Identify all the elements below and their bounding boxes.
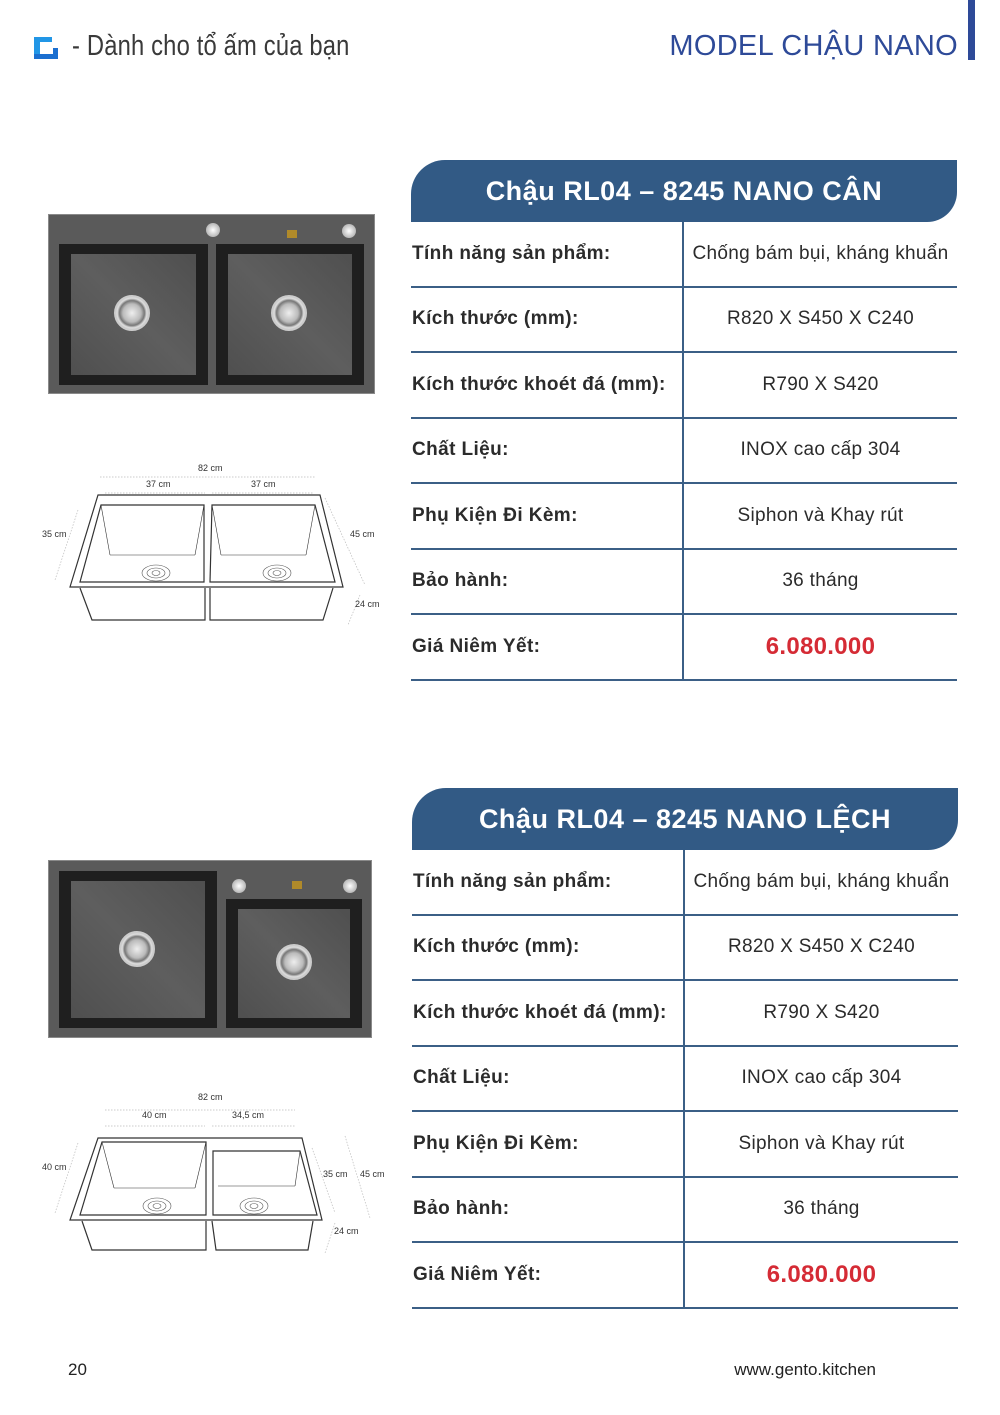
spec-label: Chất Liệu: [412, 1047, 685, 1111]
spec-value: Chống bám bụi, kháng khuẩn [693, 870, 950, 892]
dim-right-basin-width: 37 cm [251, 479, 276, 489]
dim-left-basin-width: 37 cm [146, 479, 171, 489]
spec-row-price [412, 1243, 958, 1309]
left-basin [59, 871, 217, 1028]
spec-row-accessories [412, 1112, 958, 1178]
spec-label: Kích thước khoét đá (mm): [411, 353, 684, 417]
dim-height: 24 cm [355, 599, 380, 609]
spec-table [412, 850, 958, 1309]
spec-value: Chống bám bụi, kháng khuẩn [692, 242, 949, 264]
dim-right-depth: 45 cm [350, 529, 375, 539]
spec-label: Phụ Kiện Đi Kèm: [411, 484, 684, 548]
section-title: MODEL CHẬU NANO [669, 30, 958, 62]
drain-icon [119, 931, 155, 967]
spec-row-features [411, 222, 957, 288]
spec-label: Giá Niêm Yết: [411, 615, 684, 679]
spec-table [411, 222, 957, 681]
dim-left-depth: 40 cm [42, 1162, 67, 1172]
dim-right-basin-width: 34,5 cm [232, 1110, 265, 1120]
left-basin [59, 244, 208, 385]
spec-row-material [412, 1047, 958, 1113]
spec-label: Bảo hành: [412, 1178, 685, 1242]
spec-row-warranty [411, 550, 957, 616]
product-title: Chậu RL04 – 8245 NANO LỆCH [412, 788, 958, 850]
dim-overall-width: 82 cm [198, 463, 223, 473]
spec-row-cutout [411, 353, 957, 419]
dimension-diagram-lech [30, 1088, 390, 1258]
product-title: Chậu RL04 – 8245 NANO CÂN [411, 160, 957, 222]
drain-icon [114, 295, 150, 331]
spec-card-can [411, 160, 957, 681]
spec-value: R790 X S420 [762, 373, 879, 395]
website-link[interactable]: www.gento.kitchen [734, 1360, 876, 1379]
dim-left-basin-width: 40 cm [142, 1110, 167, 1120]
drain-icon [276, 944, 312, 980]
tagline: - Dành cho tổ ấm của bạn [72, 30, 350, 62]
dim-right-basin-depth: 35 cm [323, 1169, 348, 1179]
page-number: 20 [68, 1360, 87, 1379]
spec-value: Siphon và Khay rút [738, 1132, 905, 1154]
spec-row-features [412, 850, 958, 916]
spec-value: R820 X S450 X C240 [726, 308, 915, 330]
dim-overall-width: 82 cm [198, 1092, 223, 1102]
spec-label: Kích thước khoét đá (mm): [412, 981, 685, 1045]
price-value: 6.080.000 [765, 632, 876, 660]
spec-row-dimensions [412, 916, 958, 982]
spec-value: 36 tháng [782, 570, 859, 592]
product-photo-sink-lech [48, 860, 372, 1038]
dim-left-depth: 35 cm [42, 529, 67, 539]
page-header-left [32, 30, 411, 63]
right-basin [216, 244, 364, 385]
dim-height: 24 cm [334, 1226, 359, 1236]
spec-row-warranty [412, 1178, 958, 1244]
spec-value: INOX cao cấp 304 [740, 439, 901, 461]
drain-icon [271, 295, 307, 331]
accent-bar [968, 0, 975, 60]
dimension-diagram-can [30, 455, 390, 630]
spec-label: Kích thước (mm): [411, 288, 684, 352]
spec-label: Tính năng sản phẩm: [412, 850, 685, 914]
spec-label: Phụ Kiện Đi Kèm: [412, 1112, 685, 1176]
spec-row-material [411, 419, 957, 485]
soap-dispenser-hole-icon [343, 879, 357, 893]
soap-dispenser-hole-icon [342, 224, 356, 238]
spec-row-cutout [412, 981, 958, 1047]
spec-row-dimensions [411, 288, 957, 354]
dim-right-depth: 45 cm [360, 1169, 385, 1179]
brand-mark-icon [292, 881, 302, 889]
spec-label: Chất Liệu: [411, 419, 684, 483]
spec-value: R790 X S420 [763, 1001, 880, 1023]
right-basin [226, 899, 362, 1028]
faucet-hole-icon [232, 879, 246, 893]
spec-label: Kích thước (mm): [412, 916, 685, 980]
spec-label: Tính năng sản phẩm: [411, 222, 684, 286]
spec-label: Giá Niêm Yết: [412, 1243, 685, 1307]
spec-row-price [411, 615, 957, 681]
spec-label: Bảo hành: [411, 550, 684, 614]
spec-row-accessories [411, 484, 957, 550]
brand-mark-icon [287, 230, 297, 238]
spec-value: R820 X S450 X C240 [727, 936, 916, 958]
spec-value: Siphon và Khay rút [737, 504, 904, 526]
spec-card-lech [412, 788, 958, 1309]
faucet-hole-icon [206, 223, 220, 237]
price-value: 6.080.000 [766, 1260, 877, 1288]
spec-value: INOX cao cấp 304 [741, 1067, 902, 1089]
brand-logo-icon [32, 33, 60, 61]
product-photo-sink-can [48, 214, 375, 394]
spec-value: 36 tháng [783, 1198, 860, 1220]
